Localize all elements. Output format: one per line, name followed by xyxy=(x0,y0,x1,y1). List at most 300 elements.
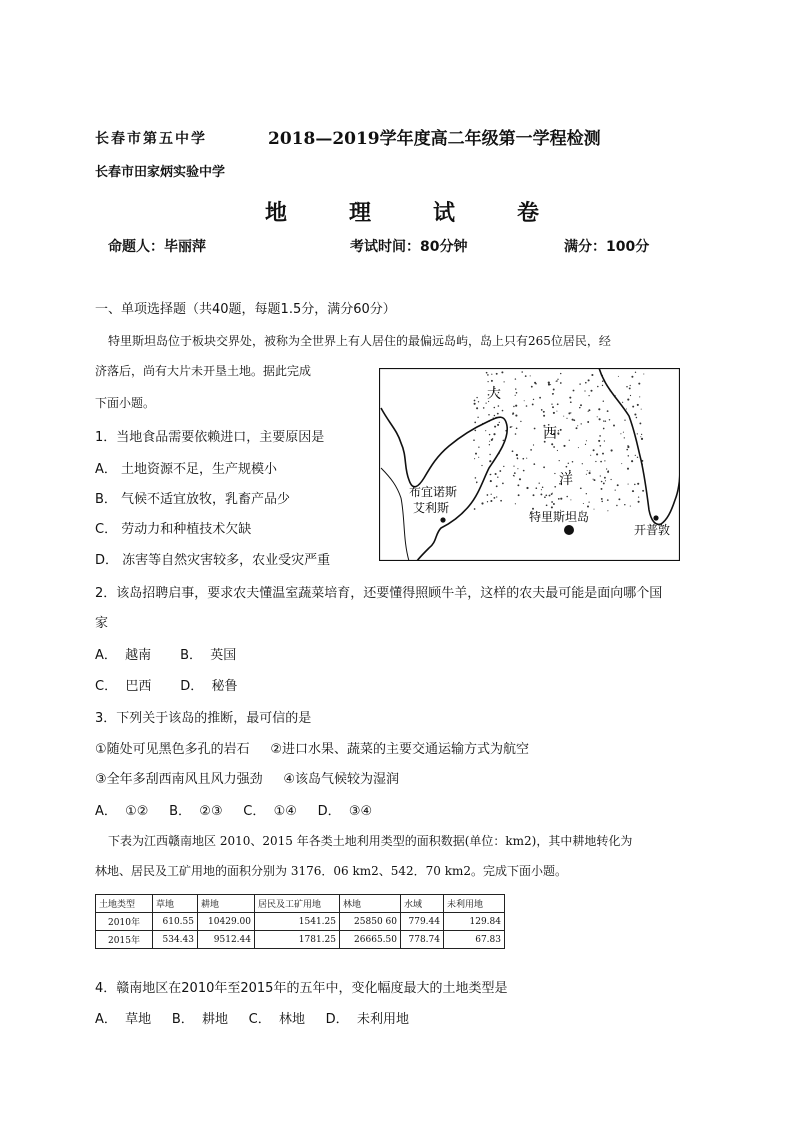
map-stipple-dot xyxy=(588,395,589,396)
option-row: C． 巴西 D． 秘鲁 xyxy=(95,679,238,694)
map-stipple-dot xyxy=(542,487,544,489)
map-stipple-dot xyxy=(476,407,478,409)
map-stipple-dot xyxy=(474,400,476,402)
map-stipple-dot xyxy=(602,381,603,382)
map-stipple-dot xyxy=(500,500,502,502)
map-stipple-dot xyxy=(531,386,533,388)
map-stipple-dot xyxy=(636,417,638,419)
map-stipple-dot xyxy=(558,498,560,500)
map-stipple-dot xyxy=(598,440,600,442)
map-stipple-dot xyxy=(632,406,634,408)
map-stipple-dot xyxy=(637,433,638,434)
table-cell: 2010年 xyxy=(96,913,153,931)
table-cell: 779.44 xyxy=(401,913,444,931)
map-stipple-dot xyxy=(573,419,575,421)
map-stipple-dot xyxy=(517,484,519,486)
map-stipple-dot xyxy=(626,386,627,387)
title-char: 地 xyxy=(265,200,288,226)
table-cell: 25850 60 xyxy=(340,913,401,931)
title-char: 卷 xyxy=(517,200,540,226)
map-stipple-dot xyxy=(502,483,504,485)
table-header: 林地 xyxy=(340,895,401,913)
map-stipple-dot xyxy=(481,465,482,466)
map-stipple-dot xyxy=(478,447,479,448)
map-stipple-dot xyxy=(515,395,516,396)
map-stipple-dot xyxy=(497,413,499,415)
map-stipple-dot xyxy=(596,453,598,455)
map-stipple-dot xyxy=(543,415,545,417)
map-stipple-dot xyxy=(535,383,537,385)
map-stipple-dot xyxy=(526,458,527,459)
map-stipple-dot xyxy=(570,499,571,500)
statement-row: ③全年多刮西南风且风力强劲 ④该岛气候较为湿润 xyxy=(95,772,399,787)
map-stipple-dot xyxy=(607,471,609,473)
map-stipple-dot xyxy=(490,500,492,502)
table-cell: 10429.00 xyxy=(198,913,255,931)
map-stipple-dot xyxy=(637,483,639,485)
map-stipple-dot xyxy=(570,401,572,403)
map-stipple-dot xyxy=(516,427,518,429)
map-stipple-dot xyxy=(516,454,518,456)
map-stipple-dot xyxy=(582,463,583,464)
map-stipple-dot xyxy=(602,385,603,386)
map-stipple-dot xyxy=(552,493,553,494)
map-stipple-dot xyxy=(590,390,592,392)
map-stipple-dot xyxy=(601,481,603,483)
map-stipple-dot xyxy=(588,411,589,412)
atlantic-map xyxy=(379,368,680,561)
option: C． 劳动力和种植技术欠缺 xyxy=(95,522,252,537)
map-stipple-dot xyxy=(560,498,562,500)
map-stipple-dot xyxy=(533,444,534,445)
map-stipple-dot xyxy=(613,425,615,427)
map-stipple-dot xyxy=(639,422,641,424)
time-line: 考试时间：80分钟 xyxy=(350,239,468,255)
map-stipple-dot xyxy=(577,425,578,426)
map-stipple-dot xyxy=(623,432,624,433)
map-stipple-dot xyxy=(551,443,553,445)
intro-line: 济落后，尚有大片未开垦土地。据此完成 xyxy=(95,364,312,378)
map-stipple-dot xyxy=(598,408,600,410)
map-stipple-dot xyxy=(560,429,562,431)
map-stipple-dot xyxy=(638,501,640,503)
map-stipple-dot xyxy=(569,440,570,441)
map-stipple-dot xyxy=(603,400,604,401)
intro-line: 下面小题。 xyxy=(95,396,156,410)
map-stipple-dot xyxy=(490,474,491,475)
map-stipple-dot xyxy=(523,470,525,472)
map-stipple-dot xyxy=(519,478,521,480)
map-stipple-dot xyxy=(491,380,493,382)
city-label: 布宜诺斯 xyxy=(409,485,458,499)
section-heading: 一、单项选择题（共40题，每题1.5分，满分60分） xyxy=(95,302,396,317)
statement-row: ①随处可见黑色多孔的岩石 ②进口水果、蔬菜的主要交通运输方式为航空 xyxy=(95,742,529,757)
map-stipple-dot xyxy=(639,396,640,397)
map-stipple-dot xyxy=(603,420,604,421)
map-stipple-dot xyxy=(593,449,595,451)
map-stipple-dot xyxy=(536,487,538,489)
map-stipple-dot xyxy=(599,435,601,437)
map-stipple-dot xyxy=(641,409,642,410)
map-stipple-dot xyxy=(628,484,629,485)
ocean-label: 大 xyxy=(487,386,501,402)
map-stipple-dot xyxy=(589,470,590,471)
map-stipple-dot xyxy=(487,381,488,382)
map-stipple-dot xyxy=(515,388,516,389)
map-stipple-dot xyxy=(494,415,496,417)
map-stipple-dot xyxy=(552,393,554,395)
map-stipple-dot xyxy=(576,427,578,429)
map-stipple-dot xyxy=(587,470,588,471)
map-stipple-dot xyxy=(628,455,629,456)
map-stipple-dot xyxy=(558,430,559,431)
table-intro: 下表为江西赣南地区 2010、2015 年各类土地利用类型的面积数据(单位：km2)，其中耕地转化为 xyxy=(108,834,633,848)
map-stipple-dot xyxy=(533,494,535,496)
map-stipple-dot xyxy=(591,374,593,376)
map-stipple-dot xyxy=(489,444,490,445)
map-stipple-dot xyxy=(473,439,475,441)
map-stipple-dot xyxy=(495,473,497,475)
question-stem: 4．赣南地区在2010年至2015年的五年中，变化幅度最大的土地类型是 xyxy=(95,981,508,996)
map-stipple-dot xyxy=(489,441,490,442)
map-stipple-dot xyxy=(607,510,608,511)
table-cell: 67.83 xyxy=(444,931,505,949)
map-stipple-dot xyxy=(585,444,586,445)
map-stipple-dot xyxy=(637,404,639,406)
map-stipple-dot xyxy=(487,374,489,376)
map-stipple-dot xyxy=(512,450,514,452)
map-stipple-dot xyxy=(551,404,552,405)
map-stipple-dot xyxy=(568,412,570,414)
map-stipple-dot xyxy=(530,449,532,451)
map-stipple-dot xyxy=(635,372,636,373)
map-stipple-dot xyxy=(475,477,477,479)
map-stipple-dot xyxy=(635,455,636,456)
map-stipple-dot xyxy=(499,470,501,472)
map-stipple-dot xyxy=(510,426,512,428)
school-name-2: 长春市田家炳实验中学 xyxy=(95,165,226,180)
map-stipple-dot xyxy=(578,447,579,448)
map-stipple-dot xyxy=(494,426,496,428)
map-stipple-dot xyxy=(515,503,516,504)
map-stipple-dot xyxy=(588,409,590,411)
map-stipple-dot xyxy=(548,382,550,384)
map-stipple-dot xyxy=(610,479,611,480)
map-stipple-dot xyxy=(643,373,644,374)
map-stipple-dot xyxy=(583,503,584,504)
question-stem: 3．下列关于该岛的推断，最可信的是 xyxy=(95,711,312,726)
map-stipple-dot xyxy=(526,405,528,407)
map-stipple-dot xyxy=(515,378,516,379)
map-stipple-dot xyxy=(595,461,596,462)
map-stipple-dot xyxy=(533,399,534,400)
map-stipple-dot xyxy=(586,440,587,441)
tristan-marker xyxy=(564,525,574,535)
map-stipple-dot xyxy=(551,501,553,503)
map-stipple-dot xyxy=(541,489,542,490)
map-stipple-dot xyxy=(641,434,642,435)
map-stipple-dot xyxy=(478,401,479,402)
buenos-aires-marker xyxy=(440,517,445,522)
map-stipple-dot xyxy=(481,502,483,504)
map-stipple-dot xyxy=(642,490,644,492)
table-cell: 534.43 xyxy=(153,931,198,949)
map-stipple-dot xyxy=(503,440,505,442)
map-stipple-dot xyxy=(489,434,490,435)
map-stipple-dot xyxy=(496,485,498,487)
map-stipple-dot xyxy=(566,496,568,498)
map-stipple-dot xyxy=(487,494,489,496)
map-stipple-dot xyxy=(513,466,514,467)
map-stipple-dot xyxy=(474,458,475,459)
map-stipple-dot xyxy=(518,494,520,496)
map-stipple-dot xyxy=(601,501,603,503)
map-stipple-dot xyxy=(530,375,531,376)
map-stipple-dot xyxy=(624,437,625,438)
map-stipple-dot xyxy=(543,411,545,413)
map-stipple-dot xyxy=(580,404,582,406)
title-char: 试 xyxy=(433,200,456,226)
map-stipple-dot xyxy=(605,480,606,481)
map-stipple-dot xyxy=(491,439,493,441)
map-stipple-dot xyxy=(549,495,551,497)
map-stipple-dot xyxy=(478,457,479,458)
map-stipple-dot xyxy=(511,426,512,427)
map-stipple-dot xyxy=(587,505,589,507)
map-stipple-dot xyxy=(604,477,606,479)
map-stipple-dot xyxy=(630,506,631,507)
map-stipple-dot xyxy=(624,504,625,505)
map-stipple-dot xyxy=(553,412,555,414)
map-stipple-dot xyxy=(515,415,517,417)
map-stipple-dot xyxy=(550,384,551,385)
map-stipple-dot xyxy=(474,403,476,405)
map-stipple-dot xyxy=(618,376,619,377)
map-stipple-dot xyxy=(493,433,495,435)
map-stipple-dot xyxy=(620,433,621,434)
map-stipple-dot xyxy=(491,374,492,375)
map-stipple-dot xyxy=(553,503,555,505)
map-stipple-dot xyxy=(603,482,605,484)
option-row: A． 越南 B． 英国 xyxy=(95,648,237,663)
map-stipple-dot xyxy=(486,372,488,374)
map-stipple-dot xyxy=(599,445,601,447)
map-stipple-dot xyxy=(573,390,575,392)
map-stipple-dot xyxy=(515,433,517,435)
map-stipple-dot xyxy=(544,496,546,498)
map-stipple-dot xyxy=(587,421,589,423)
map-stipple-dot xyxy=(617,484,619,486)
map-stipple-dot xyxy=(497,476,498,477)
map-stipple-dot xyxy=(522,458,524,460)
table-header: 居民及工矿用地 xyxy=(255,895,340,913)
table-header-row xyxy=(96,895,505,913)
map-stipple-dot xyxy=(638,383,640,385)
option: A． 土地资源不足，生产规模小 xyxy=(95,462,278,477)
map-stipple-dot xyxy=(618,498,620,500)
map-stipple-dot xyxy=(634,413,636,415)
map-stipple-dot xyxy=(483,407,485,409)
map-stipple-dot xyxy=(513,406,514,407)
map-stipple-dot xyxy=(627,468,629,470)
map-stipple-dot xyxy=(572,419,574,421)
table-cell: 26665.50 xyxy=(340,931,401,949)
map-stipple-dot xyxy=(627,399,629,401)
map-stipple-dot xyxy=(514,472,516,474)
map-stipple-dot xyxy=(474,422,476,424)
table-header: 耕地 xyxy=(198,895,255,913)
map-stipple-dot xyxy=(512,413,513,414)
map-stipple-dot xyxy=(602,453,604,455)
ocean-label: 西 xyxy=(543,426,557,442)
question-stem: 家 xyxy=(95,616,109,631)
map-stipple-dot xyxy=(557,403,559,405)
map-stipple-dot xyxy=(540,493,542,495)
table-cell: 2015年 xyxy=(96,931,153,949)
map-stipple-dot xyxy=(588,501,589,502)
map-stipple-dot xyxy=(487,501,488,502)
map-stipple-dot xyxy=(532,403,534,405)
map-stipple-dot xyxy=(641,438,643,440)
map-stipple-dot xyxy=(586,493,587,494)
map-stipple-dot xyxy=(517,468,518,469)
map-stipple-dot xyxy=(631,376,633,378)
map-stipple-dot xyxy=(586,474,587,475)
map-stipple-dot xyxy=(631,460,633,462)
map-stipple-dot xyxy=(569,397,571,399)
map-stipple-dot xyxy=(545,494,547,496)
question-stem: 2．该岛招聘启事，要求农夫懂温室蔬菜培育，还要懂得照顾牛羊，这样的农夫最可能是面向哪个国 xyxy=(95,586,663,601)
table-row xyxy=(96,931,505,949)
table-intro: 林地、居民及工矿用地的面积分别为 3176．06 km2、542．70 km2。完成下面小题。 xyxy=(95,864,567,878)
map-stipple-dot xyxy=(605,420,606,421)
map-stipple-dot xyxy=(474,430,476,432)
map-stipple-dot xyxy=(600,461,602,463)
map-stipple-dot xyxy=(491,494,492,495)
map-stipple-dot xyxy=(534,428,536,430)
map-stipple-dot xyxy=(533,463,535,465)
map-stipple-dot xyxy=(554,473,555,474)
map-stipple-dot xyxy=(629,387,631,389)
map-stipple-dot xyxy=(632,490,634,492)
map-stipple-dot xyxy=(621,463,622,464)
map-stipple-dot xyxy=(490,480,492,482)
map-stipple-dot xyxy=(496,373,498,375)
map-stipple-dot xyxy=(553,446,555,448)
table-cell: 778.74 xyxy=(401,931,444,949)
option-row: A． 草地 B． 耕地 C． 林地 D． 未利用地 xyxy=(95,1012,409,1027)
map-stipple-dot xyxy=(579,383,580,384)
map-stipple-dot xyxy=(634,484,636,486)
map-stipple-dot xyxy=(517,458,518,459)
map-stipple-dot xyxy=(589,472,591,474)
map-stipple-dot xyxy=(524,400,525,401)
map-stipple-dot xyxy=(570,412,571,413)
map-stipple-dot xyxy=(630,395,631,396)
map-stipple-dot xyxy=(560,373,561,374)
table-cell: 129.84 xyxy=(444,913,505,931)
map-stipple-dot xyxy=(520,421,521,422)
map-stipple-dot xyxy=(604,460,605,461)
map-stipple-dot xyxy=(559,460,560,461)
map-stipple-dot xyxy=(588,379,590,381)
ocean-label: 洋 xyxy=(559,472,573,488)
table-header: 草地 xyxy=(153,895,198,913)
map-stipple-dot xyxy=(601,498,603,500)
map-stipple-dot xyxy=(556,411,557,412)
map-stipple-dot xyxy=(626,408,627,409)
score-line: 满分：100分 xyxy=(564,239,650,255)
map-stipple-dot xyxy=(607,499,609,501)
map-stipple-dot xyxy=(499,422,500,423)
paper-title xyxy=(265,196,539,227)
map-stipple-dot xyxy=(593,479,594,480)
map-stipple-dot xyxy=(476,397,477,398)
map-stipple-dot xyxy=(630,385,631,386)
map-stipple-dot xyxy=(572,461,574,463)
map-stipple-dot xyxy=(516,392,518,394)
map-stipple-dot xyxy=(609,419,610,420)
map-stipple-dot xyxy=(601,488,603,490)
map-stipple-dot xyxy=(494,497,496,499)
map-stipple-dot xyxy=(611,449,613,451)
map-stipple-dot xyxy=(590,455,591,456)
cape-town-marker xyxy=(653,515,658,520)
map-stipple-dot xyxy=(597,416,598,417)
map-stipple-dot xyxy=(563,416,564,417)
map-stipple-dot xyxy=(548,383,550,385)
map-stipple-dot xyxy=(539,483,540,484)
map-stipple-dot xyxy=(526,487,528,489)
map-stipple-dot xyxy=(513,475,514,476)
map-stipple-dot xyxy=(604,440,605,441)
map-stipple-dot xyxy=(521,371,523,373)
map-stipple-dot xyxy=(553,389,555,391)
map-stipple-dot xyxy=(603,428,605,430)
table-cell: 610.55 xyxy=(153,913,198,931)
map-stipple-dot xyxy=(475,453,477,455)
map-stipple-dot xyxy=(579,407,581,409)
map-stipple-dot xyxy=(640,436,641,437)
map-stipple-dot xyxy=(557,450,558,451)
table-header: 水域 xyxy=(401,895,444,913)
map-stipple-dot xyxy=(615,490,616,491)
map-stipple-dot xyxy=(546,504,548,506)
map-stipple-dot xyxy=(599,418,601,420)
map-stipple-dot xyxy=(485,430,486,431)
table-cell: 1541.25 xyxy=(255,913,340,931)
map-stipple-dot xyxy=(497,424,499,426)
table-cell: 1781.25 xyxy=(255,931,340,949)
land-use-table xyxy=(95,894,505,949)
city-label: 开普敦 xyxy=(634,523,671,537)
island-label: 特里斯坦岛 xyxy=(529,510,590,524)
map-stipple-dot xyxy=(551,506,553,508)
map-stipple-dot xyxy=(539,397,541,399)
map-stipple-dot xyxy=(474,508,476,510)
map-stipple-dot xyxy=(489,460,491,462)
map-stipple-dot xyxy=(563,445,565,447)
table-cell: 9512.44 xyxy=(198,931,255,949)
table-header: 土地类型 xyxy=(96,895,153,913)
option-row: A． ①② B． ②③ C． ①④ D． ③④ xyxy=(95,804,373,819)
map-stipple-dot xyxy=(584,390,585,391)
map-stipple-dot xyxy=(606,468,607,469)
table-header: 未利用地 xyxy=(444,895,505,913)
map-stipple-dot xyxy=(594,509,595,510)
map-stipple-dot xyxy=(552,406,554,408)
map-stipple-dot xyxy=(496,496,497,497)
